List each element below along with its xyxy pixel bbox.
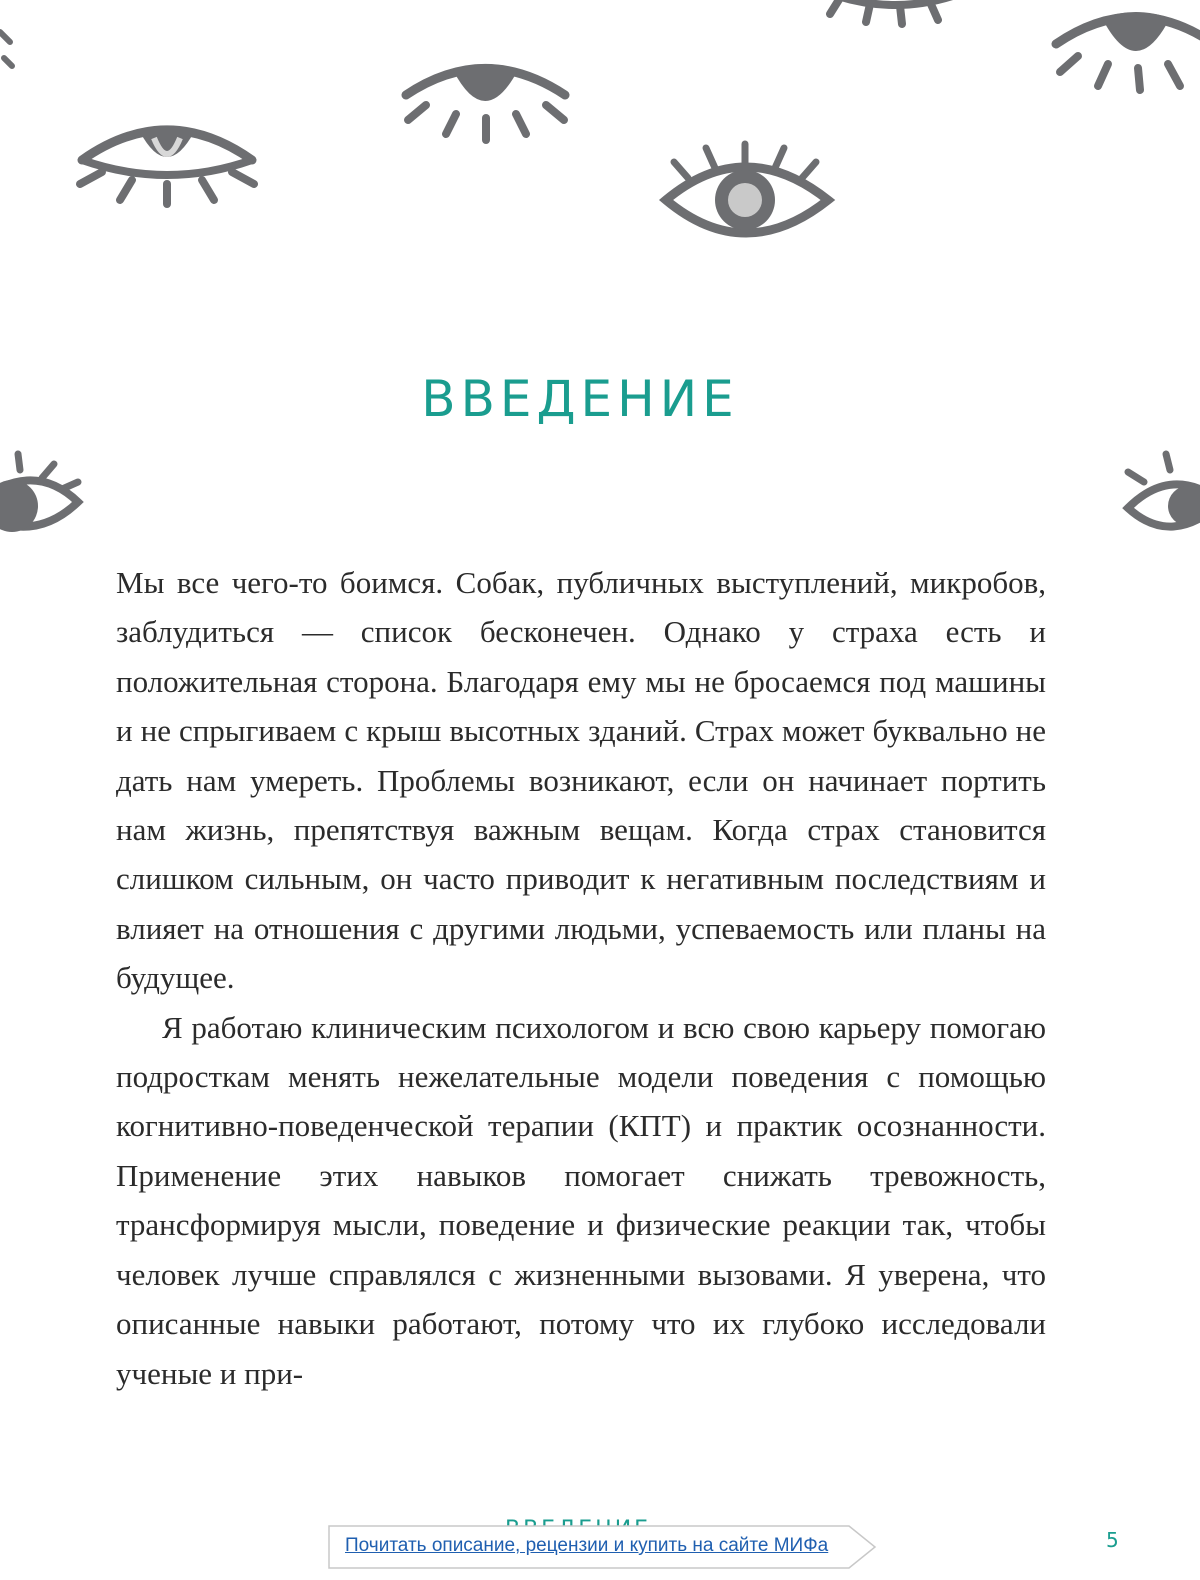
eye-icon bbox=[0, 450, 85, 550]
paragraph: Я работаю клиническим психологом и всю свою карьеру помогаю подросткам менять нежелательные модели поведения с помощью когнитивно-поведенческой терапии (КПТ) и практик осознанности. Применение этих навыков помогает снижать тревожность, трансформируя мысли, поведение и физические реакции так, чтобы человек лучше справлялся с жизненными вызовами. Я уверена, что описанные навыки работают, потому что их глубоко исследовали ученые и при- bbox=[116, 1009, 1046, 1391]
mif-store-banner bbox=[327, 1524, 877, 1570]
eye-icon bbox=[1122, 452, 1200, 542]
page-number: 5 bbox=[1106, 1528, 1119, 1552]
eye-icon bbox=[72, 100, 262, 205]
eye-icon bbox=[810, 0, 980, 32]
paragraph: Мы все чего-то боимся. Собак, публичных выступлений, микробов, заблудиться — список бесконечен. Однако у страха есть и положительная сторона. Благодаря ему мы не бросаемся под машины и не спрыгиваем с крыш высотных зданий. Страх может буквально не дать нам умереть. Проблемы возникают, если он начинает портить нам жизнь, препятствуя важным вещам. Когда страх становится слишком сильным, он часто приводит к негативным последствиям и влияет на отношения с другими людьми, успеваемость или планы на будущее. bbox=[116, 565, 1046, 996]
eye-icon bbox=[0, 22, 20, 72]
chapter-title: ВВЕДЕНИЕ bbox=[421, 369, 739, 428]
eye-icon bbox=[398, 50, 573, 145]
eye-icon bbox=[1050, 0, 1200, 100]
body-text bbox=[116, 558, 1046, 1398]
mif-store-link[interactable]: Почитать описание, рецензии и купить на сайте МИФа bbox=[345, 1535, 829, 1556]
eye-icon bbox=[660, 140, 835, 240]
